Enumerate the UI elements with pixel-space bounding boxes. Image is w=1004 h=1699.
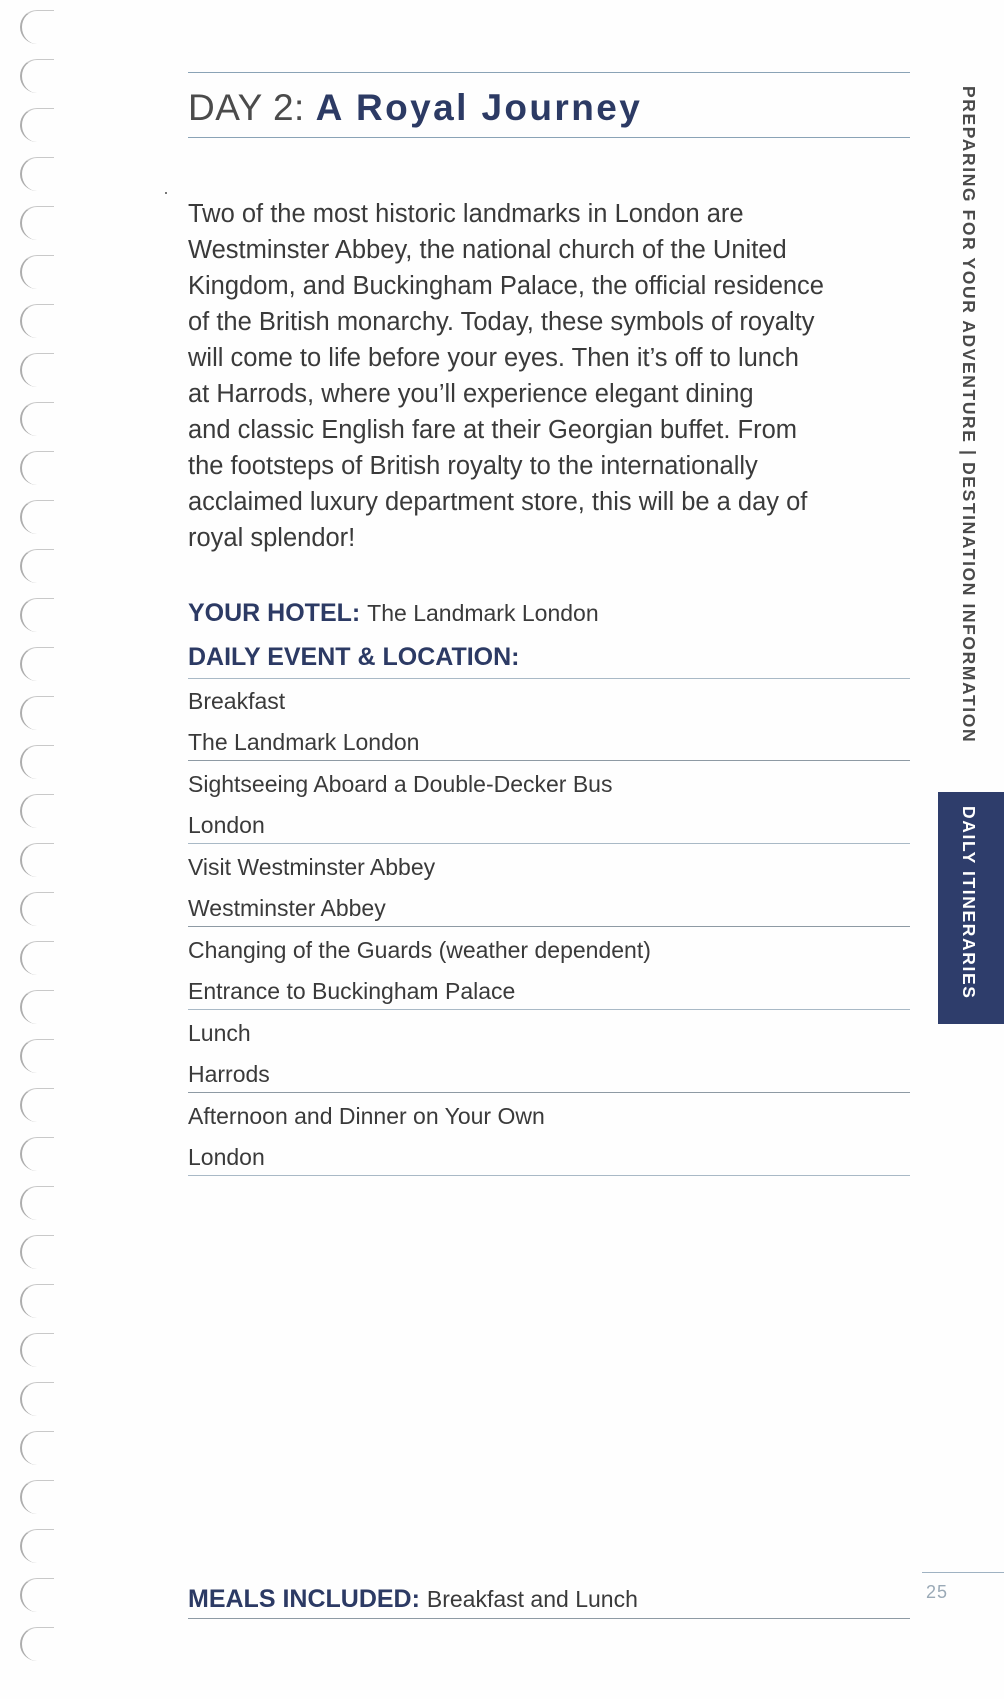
day-title: A Royal Journey [315, 87, 643, 128]
binding-ring [20, 990, 54, 1024]
header-top-rule [188, 72, 910, 73]
page-title [188, 86, 642, 130]
intro-line: acclaimed luxury department store, this will be a day of [188, 488, 808, 516]
binding-ring [20, 304, 54, 338]
binding-ring [20, 1627, 54, 1661]
binding-ring [20, 157, 54, 191]
intro-line: the footsteps of British royalty to the internationally [188, 452, 758, 480]
header-bottom-rule [188, 137, 910, 138]
intro-line: of the British monarchy. Today, these symbols of royalty [188, 308, 815, 336]
binding-ring [20, 10, 54, 44]
intro-line: royal splendor! [188, 524, 356, 552]
binding-ring [20, 1382, 54, 1416]
spiral-binding [20, 10, 60, 1690]
intro-line: and classic English fare at their Georgian buffet. From [188, 416, 797, 444]
binding-ring [20, 1431, 54, 1465]
events-heading-rule [188, 678, 910, 679]
event-name: Breakfast [188, 688, 286, 714]
side-nav-separator: | [959, 449, 979, 457]
binding-ring [20, 647, 54, 681]
intro-line: will come to life before your eyes. Then it’s off to lunch [188, 344, 799, 372]
binding-ring [20, 941, 54, 975]
binding-ring [20, 1333, 54, 1367]
binding-ring [20, 59, 54, 93]
stray-mark [165, 192, 167, 194]
meals-rule [188, 1618, 910, 1619]
binding-ring [20, 1235, 54, 1269]
event-location: Westminster Abbey [188, 895, 386, 921]
binding-ring [20, 549, 54, 583]
event-name: Lunch [188, 1020, 251, 1046]
binding-ring [20, 892, 54, 926]
event-divider [188, 1092, 910, 1093]
meals-value: Breakfast and Lunch [426, 1586, 638, 1612]
day-label: DAY 2: [188, 87, 316, 128]
intro-line: Kingdom, and Buckingham Palace, the official residence [188, 272, 824, 300]
side-nav-sections [957, 86, 981, 743]
event-name: Visit Westminster Abbey [188, 854, 436, 880]
event-divider [188, 1175, 910, 1176]
event-divider [188, 926, 910, 927]
side-tab-daily-itineraries[interactable]: DAILY ITINERARIES [959, 806, 979, 1000]
page-number-rule [922, 1572, 1004, 1573]
binding-ring [20, 1137, 54, 1171]
binding-ring [20, 794, 54, 828]
hotel-label: YOUR HOTEL: [188, 599, 361, 627]
binding-ring [20, 108, 54, 142]
side-nav-preparing[interactable]: PREPARING FOR YOUR ADVENTURE [959, 86, 979, 444]
intro-line: Westminster Abbey, the national church of the United [188, 236, 787, 264]
intro-line: at Harrods, where you’ll experience elegant dining [188, 380, 754, 408]
event-location: The Landmark London [188, 729, 420, 755]
binding-ring [20, 500, 54, 534]
binding-ring [20, 598, 54, 632]
binding-ring [20, 402, 54, 436]
event-divider [188, 760, 910, 761]
event-name: Sightseeing Aboard a Double-Decker Bus [188, 771, 613, 797]
binding-ring [20, 1578, 54, 1612]
binding-ring [20, 1480, 54, 1514]
binding-ring [20, 1284, 54, 1318]
binding-ring [20, 255, 54, 289]
event-location: London [188, 1144, 265, 1170]
binding-ring [20, 1529, 54, 1563]
event-location: London [188, 812, 265, 838]
event-location: Harrods [188, 1061, 270, 1087]
event-name: Changing of the Guards (weather dependent) [188, 937, 651, 963]
binding-ring [20, 745, 54, 779]
hotel-line [188, 596, 599, 630]
intro-line: Two of the most historic landmarks in London are [188, 200, 744, 228]
intro-paragraph [188, 196, 908, 556]
binding-ring [20, 843, 54, 877]
binding-ring [20, 1186, 54, 1220]
binding-ring [20, 696, 54, 730]
meals-line [188, 1582, 638, 1616]
binding-ring [20, 1088, 54, 1122]
binding-ring [20, 1039, 54, 1073]
event-location: Entrance to Buckingham Palace [188, 978, 516, 1004]
binding-ring [20, 206, 54, 240]
event-name: Afternoon and Dinner on Your Own [188, 1103, 545, 1129]
page-number: 25 [926, 1582, 949, 1602]
side-nav-destination[interactable]: DESTINATION INFORMATION [959, 462, 979, 744]
events-heading: DAILY EVENT & LOCATION: [188, 643, 520, 671]
event-divider [188, 1009, 910, 1010]
binding-ring [20, 451, 54, 485]
binding-ring [20, 353, 54, 387]
meals-label: MEALS INCLUDED: [188, 1585, 420, 1613]
event-divider [188, 843, 910, 844]
hotel-value: The Landmark London [367, 600, 599, 626]
